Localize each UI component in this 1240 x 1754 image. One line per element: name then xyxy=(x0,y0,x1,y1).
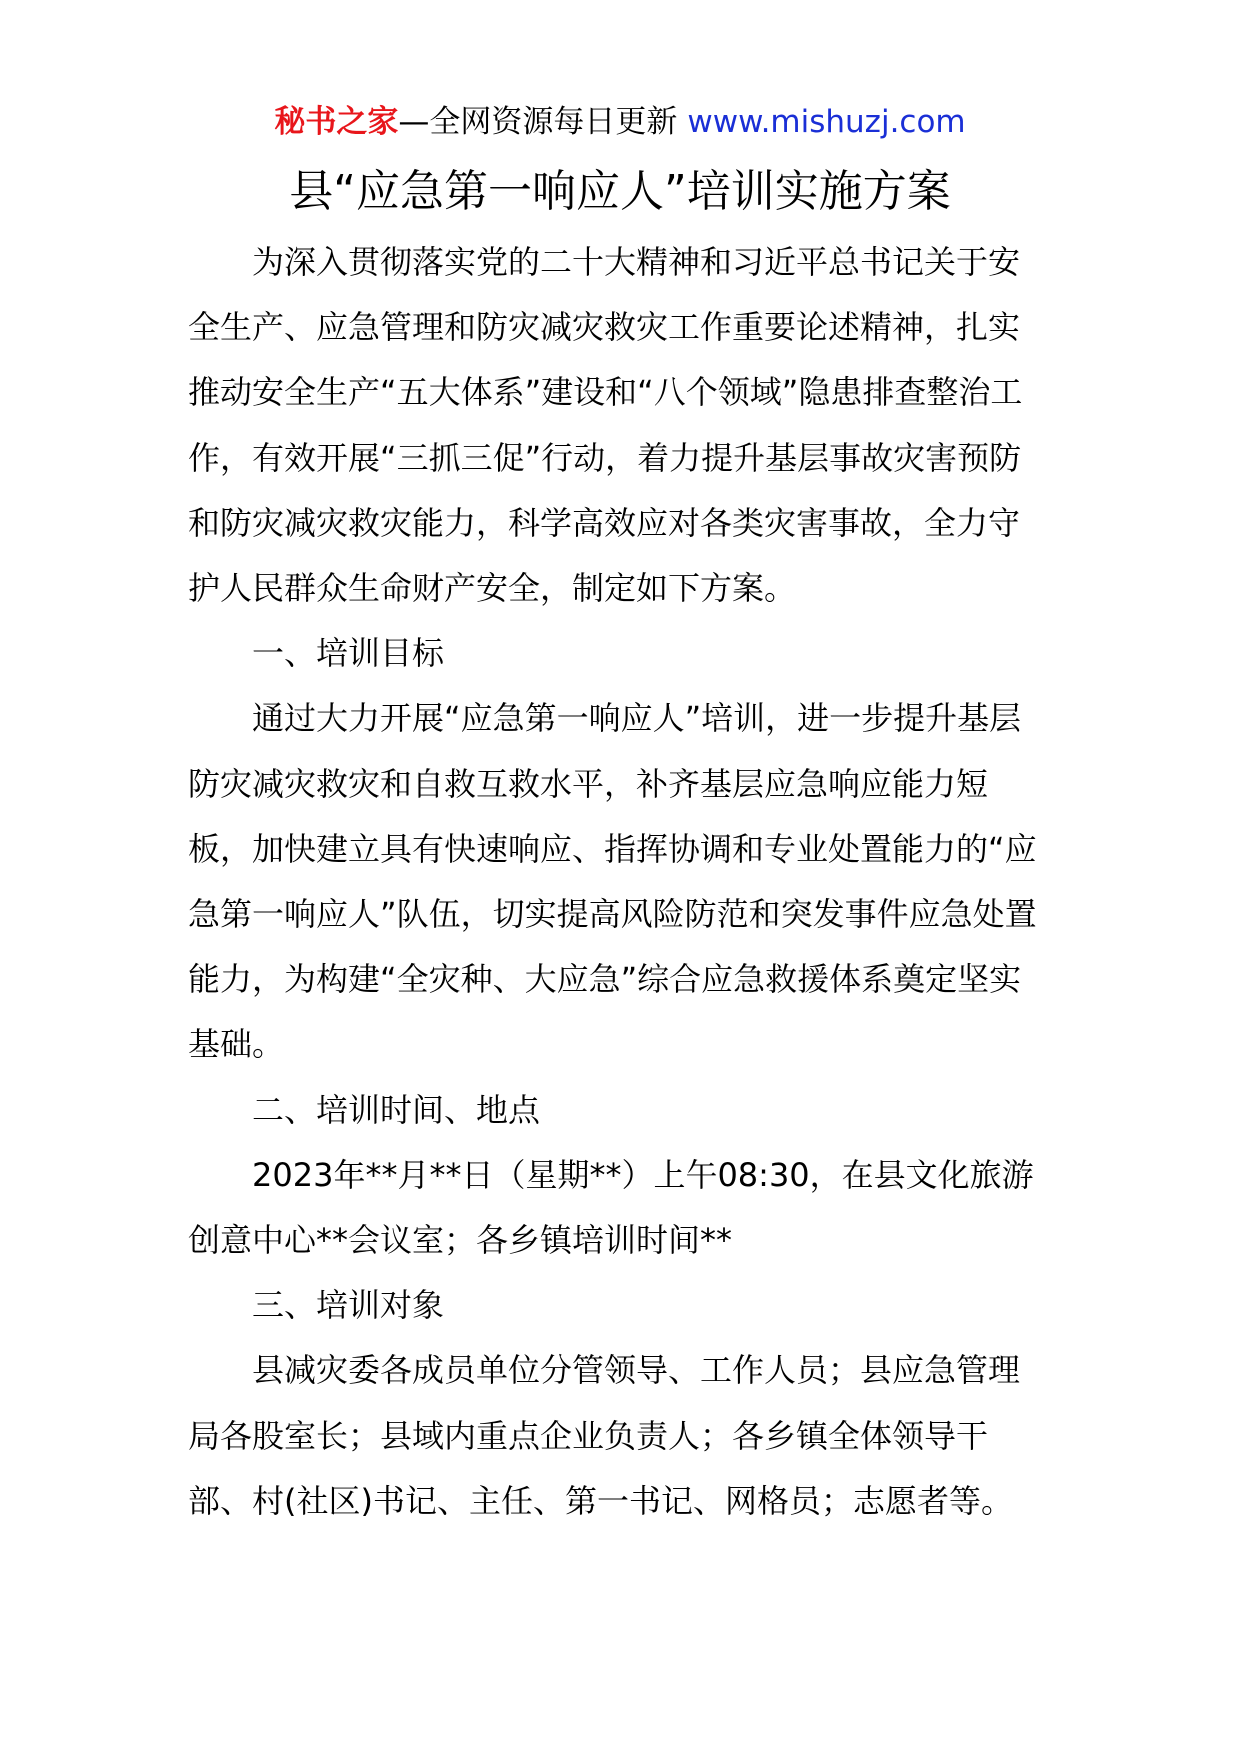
section-body-goals: 通过大力开展“应急第一响应人”培训，进一步提升基层防灾减灾救灾和自救互救水平，补齐基层应急响应能力短板，加快建立具有快速响应、指挥协调和专业处置能力的“应急第一响应人”队伍，切实提高风险防范和突发事件应急处置能力，为构建“全灾种、大应急”综合应急救援体系奠定坚实基础。 xyxy=(188,699,1037,1064)
document-body xyxy=(188,230,1038,1534)
document-title: 县“应急第一响应人”培训实施方案 xyxy=(289,166,951,217)
site-url-link[interactable]: www.mishuzj.com xyxy=(687,104,966,140)
section-heading-goals: 一、培训目标 xyxy=(252,634,445,673)
intro-paragraph: 为深入贯彻落实党的二十大精神和习近平总书记关于安全生产、应急管理和防灾减灾救灾工作重要论述精神，扎实推动安全生产“五大体系”建设和“八个领域”隐患排查整治工作，有效开展“三抓三促”行动，着力提升基层事故灾害预防和防灾减灾救灾能力，科学高效应对各类灾害事故，全力守护人民群众生命财产安全，制定如下方案。 xyxy=(188,243,1023,608)
section-body-audience: 县减灾委各成员单位分管领导、工作人员；县应急管理局各股室长；县域内重点企业负责人；各乡镇全体领导干部、村(社区)书记、主任、第一书记、网格员；志愿者等。 xyxy=(188,1351,1021,1520)
site-tagline: —全网资源每日更新 xyxy=(398,104,678,140)
section-heading-audience: 三、培训对象 xyxy=(252,1286,445,1325)
section-body-time-place: 2023年**月**日（星期**）上午08:30，在县文化旅游创意中心**会议室；各乡镇培训时间** xyxy=(188,1155,1034,1260)
site-header xyxy=(0,100,1240,144)
section-heading-time-place: 二、培训时间、地点 xyxy=(252,1090,541,1129)
site-brand: 秘书之家 xyxy=(274,104,399,140)
